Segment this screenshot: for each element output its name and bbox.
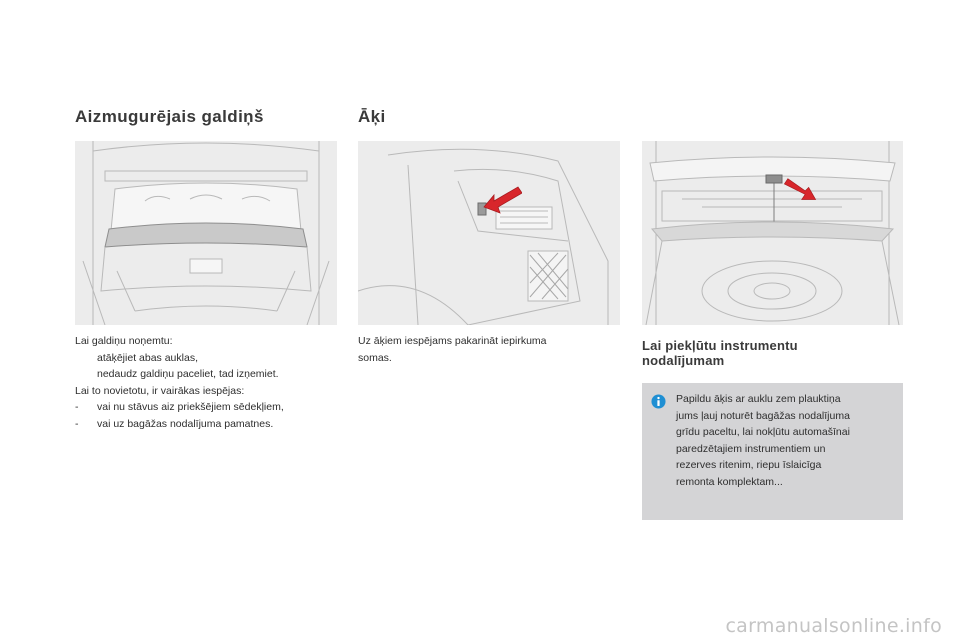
rear-shelf-illustration (75, 141, 337, 325)
red-arrow-icon (782, 177, 818, 203)
hooks-illustration (358, 141, 620, 325)
tool-compartment-title-line-2: nodalījumam (642, 353, 725, 368)
hooks-title: Āķi (358, 107, 386, 126)
tool-compartment-title-line-1: Lai piekļūtu instrumentu (642, 338, 798, 353)
red-arrow-icon (482, 185, 522, 215)
tool-compartment-illustration (642, 141, 903, 325)
info-text: Papildu āķis ar auklu zem plauktiņa jums ļauj noturēt bagāžas nodalījuma grīdu paceltu, lai nokļūtu automašīnai paredzētajiem instrumentiem un rezerves ritenim, riepu īslaicīga remonta komplektam... (676, 393, 850, 488)
hooks-line-1: Uz āķiem iespējams pakarināt iepirkuma (358, 335, 547, 347)
rear-shelf-storage-intro: Lai to novietotu, ir vairākas iespējas: (75, 384, 245, 397)
dash-marker: - (75, 417, 79, 430)
rear-shelf-intro: Lai galdiņu noņemtu: (75, 335, 173, 347)
rear-shelf-title: Aizmugurējais galdiņš (75, 107, 264, 126)
info-icon (651, 394, 666, 409)
hooks-description (358, 333, 620, 366)
rear-shelf-option-2: - vai uz bagāžas nodalījuma pamatnes. (75, 416, 345, 433)
rear-shelf-step-1: atāķējiet abas auklas, (97, 351, 198, 364)
watermark: carmanualsonline.info (725, 615, 942, 637)
rear-shelf-option-1: - vai nu stāvus aiz priekšējiem sēdekļiem, (75, 399, 345, 416)
rear-shelf-step-2: nedaudz galdiņu paceliet, tad izņemiet. (97, 368, 279, 380)
hooks-line-2: somas. (358, 351, 392, 364)
dash-marker: - (75, 401, 79, 413)
tool-compartment-title (642, 338, 798, 368)
rear-shelf-instructions (75, 333, 345, 432)
info-box (642, 383, 903, 520)
